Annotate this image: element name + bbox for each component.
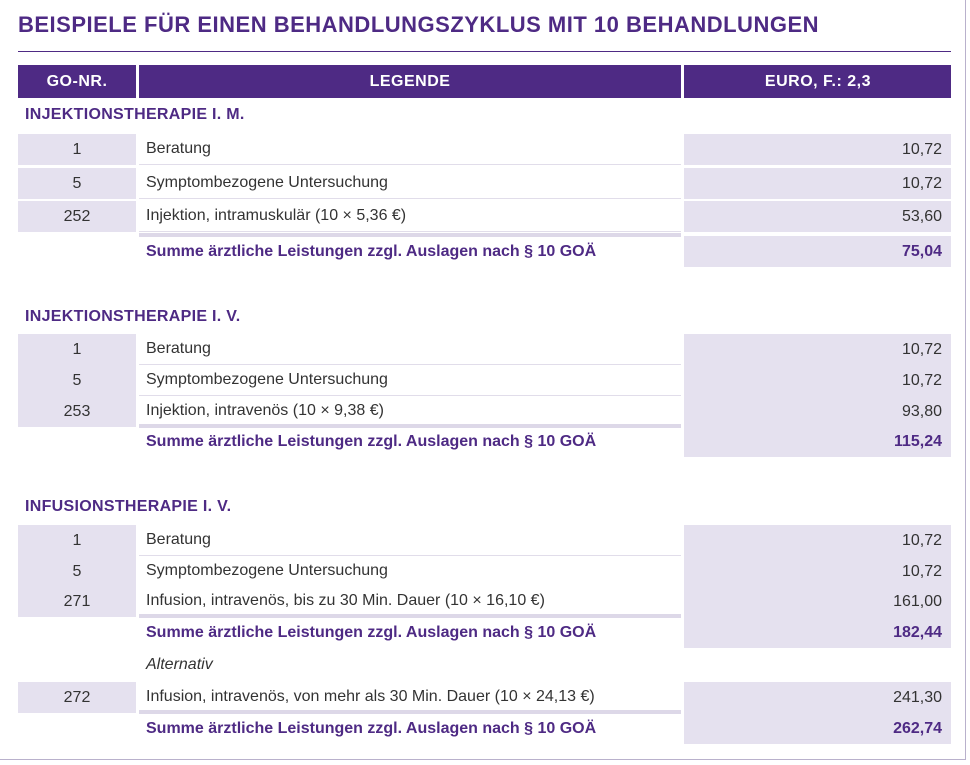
euro-cell: 10,72 — [684, 168, 951, 199]
go-number-cell: 272 — [18, 682, 136, 713]
go-number-cell: 5 — [18, 556, 136, 587]
euro-cell: 241,30 — [684, 682, 951, 713]
sum-value: 182,44 — [684, 617, 951, 648]
column-header-go-nr: GO-NR. — [18, 65, 136, 98]
go-number-cell: 5 — [18, 168, 136, 199]
legend-cell: Beratung — [139, 334, 681, 365]
section-title-injektion-im: INJEKTIONSTHERAPIE I. M. — [25, 106, 245, 123]
alternative-label: Alternativ — [146, 656, 213, 673]
legend-cell: Injektion, intramuskulär (10 × 5,36 €) — [139, 201, 681, 232]
go-number-cell: 1 — [18, 334, 136, 365]
column-header-euro: EURO, F.: 2,3 — [684, 65, 951, 98]
legend-cell: Injektion, intravenös (10 × 9,38 €) — [139, 396, 681, 427]
go-number-cell: 252 — [18, 201, 136, 232]
go-number-cell: 271 — [18, 586, 136, 617]
euro-cell: 10,72 — [684, 365, 951, 396]
legend-cell: Infusion, intravenös, von mehr als 30 Min. Dauer (10 × 24,13 €) — [139, 682, 681, 713]
sum-value: 262,74 — [684, 713, 951, 744]
title-underline — [18, 51, 951, 52]
sum-value: 115,24 — [684, 426, 951, 457]
legend-cell: Infusion, intravenös, bis zu 30 Min. Dauer (10 × 16,10 €) — [139, 586, 681, 617]
euro-cell: 10,72 — [684, 525, 951, 556]
go-number-cell: 5 — [18, 365, 136, 396]
euro-cell: 93,80 — [684, 396, 951, 427]
sum-label: Summe ärztliche Leistungen zzgl. Auslagen nach § 10 GOÄ — [146, 242, 597, 260]
section-title-injektion-iv: INJEKTIONSTHERAPIE I. V. — [25, 308, 241, 325]
sum-label: Summe ärztliche Leistungen zzgl. Auslagen nach § 10 GOÄ — [146, 623, 597, 641]
euro-cell: 10,72 — [684, 134, 951, 165]
euro-cell: 10,72 — [684, 556, 951, 587]
legend-cell: Symptombezogene Untersuchung — [139, 365, 681, 396]
euro-cell: 53,60 — [684, 201, 951, 232]
go-number-cell: 1 — [18, 525, 136, 556]
legend-cell: Symptombezogene Untersuchung — [139, 168, 681, 199]
go-number-cell: 253 — [18, 396, 136, 427]
sum-label: Summe ärztliche Leistungen zzgl. Auslagen nach § 10 GOÄ — [146, 719, 597, 737]
legend-cell: Beratung — [139, 525, 681, 556]
page-title: BEISPIELE FÜR EINEN BEHANDLUNGSZYKLUS MIT 10 BEHANDLUNGEN — [18, 12, 820, 37]
legend-cell: Beratung — [139, 134, 681, 165]
legend-cell: Symptombezogene Untersuchung — [139, 556, 681, 587]
euro-cell: 10,72 — [684, 334, 951, 365]
sum-value: 75,04 — [684, 236, 951, 267]
go-number-cell: 1 — [18, 134, 136, 165]
sum-label: Summe ärztliche Leistungen zzgl. Auslagen nach § 10 GOÄ — [146, 432, 597, 450]
section-title-infusion-iv: INFUSIONSTHERAPIE I. V. — [25, 498, 232, 515]
euro-cell: 161,00 — [684, 586, 951, 617]
column-header-legende: LEGENDE — [139, 65, 681, 98]
